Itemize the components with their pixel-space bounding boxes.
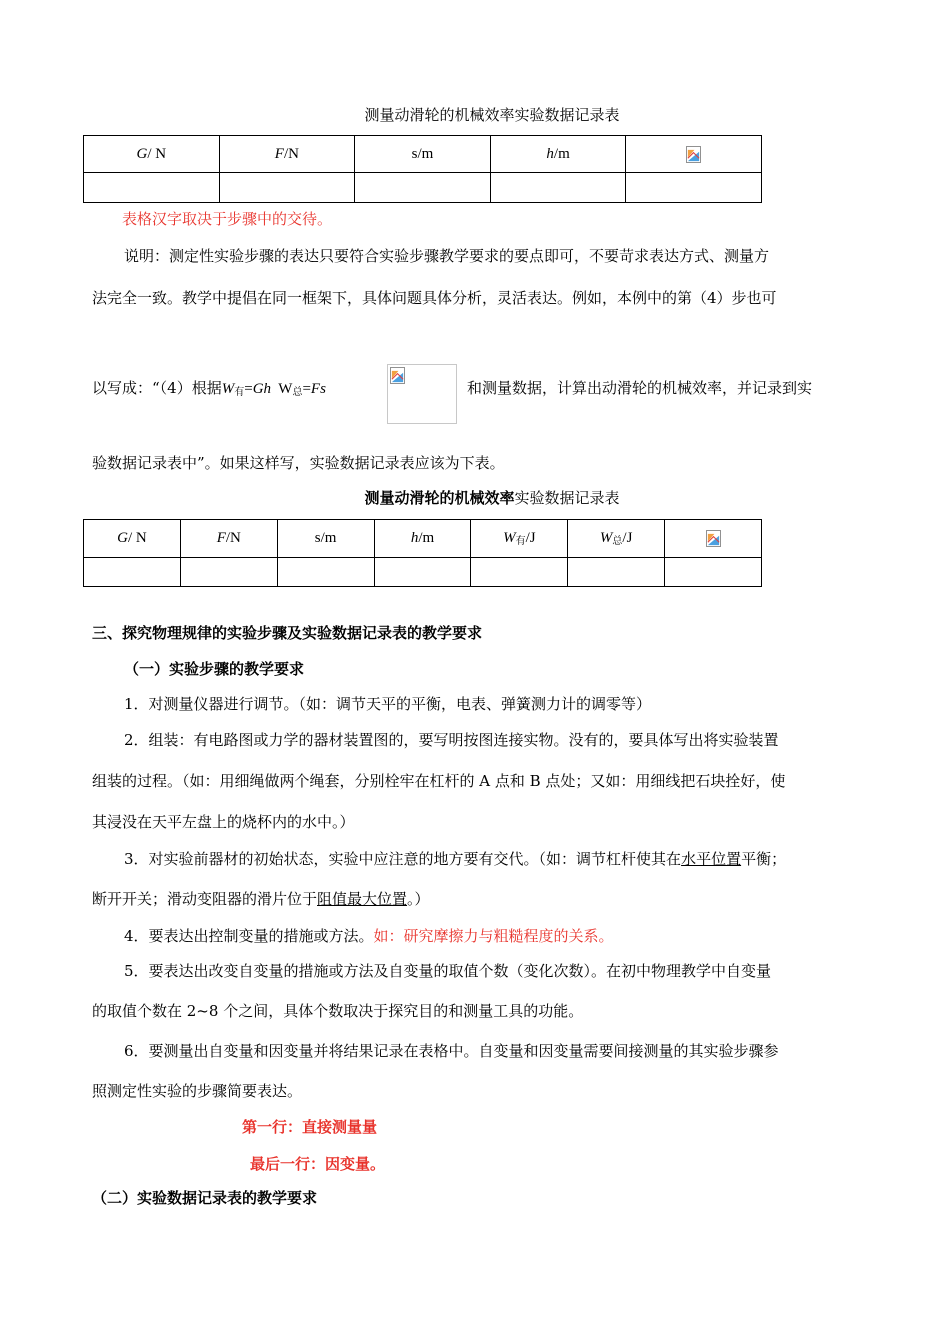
header-cell-h: h/m [374, 520, 471, 558]
item-3-line2: 断开开关；滑动变阻器的滑片位于阻值最大位置。） [92, 890, 430, 908]
red-label-first-row: 第一行：直接测量量 [242, 1118, 378, 1136]
table-cell [568, 558, 665, 587]
subsection2-heading: （二）实验数据记录表的教学要求 [92, 1189, 318, 1207]
table-cell [219, 173, 355, 203]
item-1: 1．对测量仪器进行调节。（如：调节天平的平衡，电表、弹簧测力计的调零等） [124, 695, 652, 713]
item-6-line2: 照测定性实验的步骤简要表达。 [92, 1082, 303, 1100]
item-6-line1: 6．要测量出自变量和因变量并将结果记录在表格中。自变量和因变量需要间接测量的其实验步骤参 [124, 1042, 779, 1060]
header-cell-w-total: $W_总/J$ [568, 520, 665, 558]
item-4: 4．要表达出控制变量的措施或方法。如：研究摩擦力与粗糙程度的关系。 [124, 927, 614, 945]
para1-line3: 以写成：“（4）根据$W_有=Gh$ $W_总=Fs$ [92, 379, 326, 398]
red-label-last-row: 最后一行：因变量。 [250, 1155, 386, 1173]
header-cell-s: s/m [355, 136, 491, 173]
item-5-line2: 的取值个数在 2~8 个之间，具体个数取决于探究目的和测量工具的功能。 [92, 1002, 584, 1020]
table-cell [277, 558, 374, 587]
table-cell [626, 173, 762, 203]
data-table-1 [83, 135, 762, 203]
table-row [84, 173, 762, 203]
table-cell [84, 558, 181, 587]
table-cell [490, 173, 626, 203]
table-cell [471, 558, 568, 587]
header-cell-g: G/ N [84, 520, 181, 558]
item-2-line2: 组装的过程。（如：用细绳做两个绳套，分别栓牢在杠杆的 A 点和 B 点处；又如：用细线把石块拴好，使 [92, 772, 786, 790]
table-header-row [84, 136, 762, 173]
efficiency-formula: $W_有=Gh$ $W_总=Fs$ [221, 381, 326, 398]
table-header-row [84, 520, 762, 558]
subsection1-heading: （一）实验步骤的教学要求 [124, 660, 305, 678]
section3-heading: 三、探究物理规律的实验步骤及实验数据记录表的教学要求 [92, 624, 483, 642]
broken-image-icon [390, 367, 405, 384]
table-cell [665, 558, 762, 587]
item-3-line1: 3．对实验前器材的初始状态，实验中应注意的地方要有交代。（如：调节杠杆使其在水平位置平衡； [124, 850, 787, 868]
header-cell-h: h/m [490, 136, 626, 173]
item-2-line1: 2．组装：有电路图或力学的器材装置图的，要写明按图连接实物。没有的，要具体写出将实验装置 [124, 731, 779, 749]
para1-line3-post: 和测量数据，计算出动滑轮的机械效率，并记录到实 [467, 379, 813, 397]
table-cell [84, 173, 220, 203]
para1-line1: 说明：测定性实验步骤的表达只要符合实验步骤教学要求的要点即可，不要苛求表达方式、测量方 [124, 247, 770, 265]
table2-title: 测量动滑轮的机械效率实验数据记录表 [364, 489, 620, 507]
table-row [84, 558, 762, 587]
red-note: 表格汉字取决于步骤中的交待。 [122, 210, 333, 228]
header-cell-efficiency [626, 136, 762, 173]
broken-image-icon [706, 530, 721, 547]
item-2-line3: 其浸没在天平左盘上的烧杯内的水中。） [92, 813, 355, 831]
para1-line4: 验数据记录表中”。如果这样写，实验数据记录表应该为下表。 [92, 454, 505, 472]
header-cell-f: F/N [219, 136, 355, 173]
table-cell [355, 173, 491, 203]
header-cell-g: G/ N [84, 136, 220, 173]
item-5-line1: 5．要表达出改变自变量的措施或方法及自变量的取值个数（变化次数）。在初中物理教学中自变量 [124, 962, 772, 980]
formula-image-placeholder [387, 364, 457, 424]
header-cell-efficiency [665, 520, 762, 558]
para1-line2: 法完全一致。教学中提倡在同一框架下，具体问题具体分析，灵活表达。例如，本例中的第（4）步也可 [92, 289, 777, 307]
header-cell-f: F/N [180, 520, 277, 558]
table-cell [374, 558, 471, 587]
table-cell [180, 558, 277, 587]
data-table-2 [83, 519, 762, 587]
broken-image-icon [686, 146, 701, 163]
header-cell-w-useful: $W_有/J$ [471, 520, 568, 558]
table1-title: 测量动滑轮的机械效率实验数据记录表 [364, 106, 620, 124]
header-cell-s: s/m [277, 520, 374, 558]
